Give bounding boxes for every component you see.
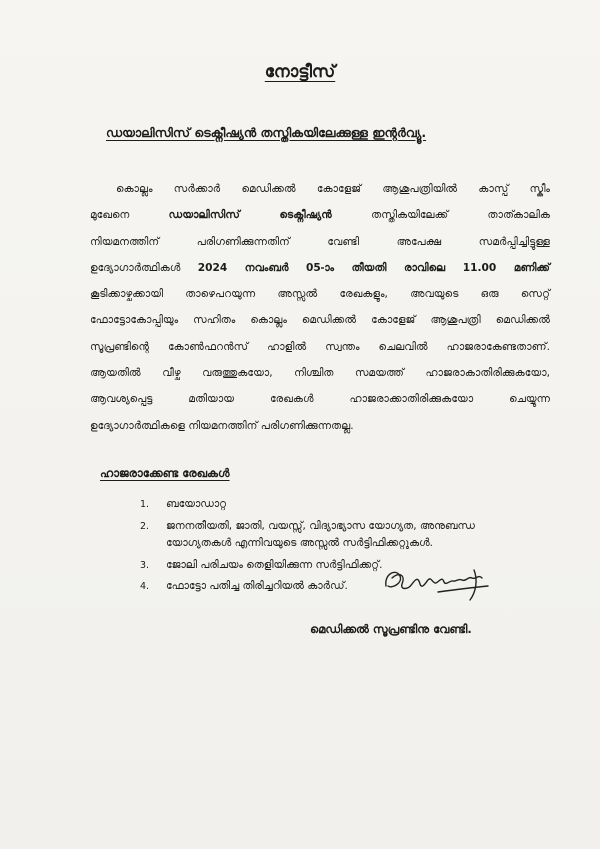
body-text: ആയതിൽ വീഴ്ച വരുത്തുകയോ, നിശ്ചിത സമയത്ത് ഹാജരാകാതിരിക്കുകയോ, [90,367,550,380]
document-number: 2. [140,520,150,532]
document-text: ഫോട്ടോ പതിച്ച തിരിച്ചറിയൽ കാർഡ്. [166,580,348,592]
documents-heading: ഹാജരാക്കേണ്ട രേഖകൾ [100,466,230,480]
notice-body [90,176,550,439]
body-text-bold: ഡയാലിസിസ് ടെക്നീഷ്യൻ [168,209,332,222]
document-number: 1. [140,499,150,510]
body-line [90,281,550,307]
document-text: ജനനതീയതി, ജാതി, വയസ്സ്, വിദ്യാഭ്യാസ യോഗ്യത, അനുബന്ധ യോഗ്യതകൾ എന്നിവയുടെ അസ്സൽ സർട്ടിഫിക്കറ്റുകൾ. [166,519,475,549]
body-line [90,307,550,333]
body-line [90,229,550,255]
document-text: ബയോഡാറ്റ [166,498,227,510]
body-text: ഉദ്യോഗാർത്ഥികൾ [90,261,198,274]
body-line [90,334,550,360]
body-line [90,202,550,228]
body-line [90,360,550,386]
body-text: ഉദ്യോഗാർത്ഥികളെ നിയമനത്തിന് പരിഗണിക്കുന്നതല്ല. [90,419,354,432]
body-line [90,386,550,412]
body-text-bold: 2024 നവംബർ 05-ാം തീയതി രാവിലെ 11.00 മണിക്ക് [197,261,550,274]
sign-off: മെഡിക്കൽ സൂപ്രണ്ടിനു വേണ്ടി. [310,622,472,636]
signature-mark [378,556,498,606]
body-text: കൂടിക്കാഴ്ചക്കായി താഴെപറയുന്ന അസ്സൽ രേഖകളും, അവയുടെ ഒരു സെറ്റ് [90,288,550,301]
body-text: കൊല്ലം സർക്കാർ മെഡിക്കൽ കോളേജ് ആശുപത്രിയിൽ കാസ്പ് സ്കീം [116,183,550,195]
body-text: നിയമനത്തിന് പരിഗണിക്കുന്നതിന് വേണ്ടി അപേക്ഷ സമർപ്പിച്ചിട്ടുള്ള [90,235,550,248]
body-text: മുഖേനെ [90,209,169,222]
document-number: 3. [140,559,150,571]
body-text: സൂപ്രണ്ടിന്റെ കോൺഫറൻസ് ഹാളിൽ സ്വന്തം ചെലവിൽ ഹാജരാകേണ്ടതാണ്. [90,340,550,353]
body-line [90,255,550,281]
body-text: തസ്തികയിലേക്ക് താത്കാലിക [331,209,550,222]
body-line [90,413,550,439]
document-item [140,518,540,553]
document-text: ജോലി പരിചയം തെളിയിക്കുന്ന സർട്ടിഫിക്കറ്റ്. [166,558,383,571]
body-line [90,176,550,202]
notice-subject: ഡയാലിസിസ് ടെക്നീഷ്യൻ തസ്തികയിലേക്കുള്ള ഇന്റർവ്യൂ. [106,125,427,140]
body-text: ആവശ്യപ്പെട്ട മതിയായ രേഖകൾ ഹാജരാക്കാതിരിക്കുകയോ ചെയ്യുന്ന [90,393,550,406]
notice-title: നോട്ടീസ് [264,62,336,82]
body-text: ഫോട്ടോകോപ്പിയും സഹിതം കൊല്ലം മെഡിക്കൽ കോളേജ് ആശുപത്രി മെഡിക്കൽ [90,314,550,327]
document-item [140,496,540,514]
document-number: 4. [140,581,150,592]
